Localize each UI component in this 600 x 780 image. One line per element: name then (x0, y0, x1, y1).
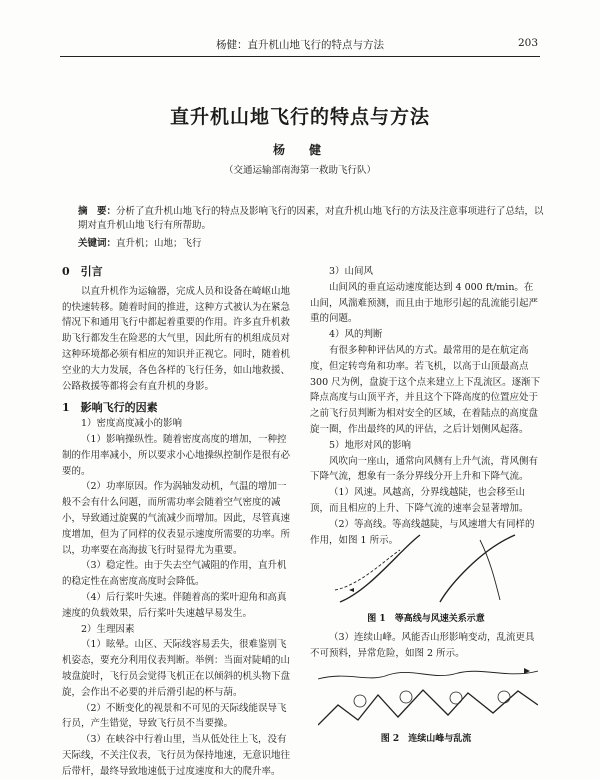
keywords-text: 直升机；山地；飞行 (116, 238, 202, 249)
keywords (78, 235, 548, 249)
article-author: 杨 健 (272, 143, 327, 157)
figure-2-intro (310, 630, 542, 662)
subheading-wind-judgement: 4）风的判断 (329, 329, 383, 341)
figure-2-eddy-3 (450, 692, 462, 704)
figure-1-slope-right (440, 535, 515, 602)
figure-2-eddy-1 (354, 695, 366, 707)
subheading-physiology: 2）生理因素 (81, 623, 135, 635)
keywords-label: 关键词： (78, 238, 117, 249)
page-number: 203 (517, 37, 538, 49)
paragraph: 山间风的垂直运动速度能达到 4 000 ft/min。在山间，风湍难预测，而且由于地形引起的乱流能引起严重的问题。 (310, 281, 539, 325)
header-rule (60, 56, 540, 57)
figure-1-diagram (330, 530, 530, 605)
paragraph: （3）在峡谷中行着山里，当从低处往上飞，没有天际线，不关注仪表，飞行员为保持地速，无意识地往后带杆，最终导致地速低于过度速度和大的爬升率。 (62, 734, 291, 777)
paragraph: （2）不断变化的视景和不可见的天际线能误导飞行员，产生错觉，导致飞行员不当要操。 (62, 702, 287, 730)
running-header (0, 37, 600, 53)
paragraph: 有很多种种评估风的方式。最常用的是在航定高度，但定转弯角和功率。若飞机，以高于山顶最高点 300 尺为例，盘旋于这个点来建立上下乱流区。逐渐下降点高度与山顶平齐，并且这个下降高度的位置应处于之前飞行员判断为相对安全的区域，在着陆点的高度盘旋一圈，作出最终的风的评估，之后计划侧风起落。 (310, 344, 541, 435)
paragraph: （1）影响操纵性。随着密度高度的增加，一种控制的作用率减小，所以要求小心地操纵控制作是很有必要的。 (62, 433, 291, 477)
paragraph: （2）等高线。等高线越陡，与风速增大有同样的作用，如图 1 所示。 (310, 518, 535, 546)
figure-1-caption: 图 1 等高线与风速关系示意 (367, 614, 485, 624)
paragraph: （3）稳定性。由于失去空气减阻的作用，直升机的稳定性在高密度高度时会降低。 (62, 560, 287, 588)
section-heading-factors: 1 影响飞行的因素 (62, 401, 158, 415)
left-column (62, 264, 290, 780)
figure-1-slope-left (340, 535, 420, 602)
right-column (310, 264, 542, 548)
subheading-terrain-effect: 5）地形对风的影响 (329, 439, 412, 451)
subheading-density: 1）密度高度减小的影响 (81, 418, 183, 430)
article-title: 直升机山地飞行的特点与方法 (169, 106, 430, 128)
paragraph: （4）后行桨叶失速。伴随着高的桨叶迎角和高真速度的负载效果，后行桨叶失速越早易发生。 (62, 591, 287, 619)
figure-2-eddy-2 (400, 691, 412, 703)
abstract-text: 分析了直升机山地飞行的特点及影响飞行的因素，对直升机山地飞行的方法及注意事项进行了总结，以期对直升机山地飞行有所帮助。 (78, 206, 544, 231)
subheading-mountain-wind: 3）山间风 (329, 266, 374, 277)
figure-2-airflow (318, 671, 538, 679)
paragraph: 风吹向一座山，通常向风侧有上升气流，背风侧有下降气流，想象有一条分界线分开上升和下降气流。 (310, 455, 539, 483)
section-heading-intro: 0 引言 (62, 265, 103, 278)
figure-1-arrow (349, 588, 354, 592)
paragraph: （3）连续山峰。风能否山形影响变动，乱流更具不可预料，异常危险，如图 2 所示。 (310, 632, 535, 659)
abstract (78, 205, 548, 233)
running-title: 杨健：直升机山地飞行的特点与方法 (216, 39, 384, 51)
author-affiliation: （交通运输部南海第一救助飞行队） (223, 165, 376, 176)
abstract-label: 摘 要： (78, 206, 117, 217)
figure-2-eddy-4 (498, 691, 510, 703)
paragraph: （1）眩晕。山区、天际线容易丢失，很难鉴别飞机姿态，要充分利用仪表判断。举例：当面对陡峭的山坡盘旋时，飞行员会觉得飞机正在以倾斜的机头物下盘旋，会作出不必要的并后滑引起的杯与葫。 (62, 639, 291, 698)
figure-2-caption: 图 2 连续山峰与乱流 (380, 734, 472, 744)
figure-2-terrain (318, 690, 538, 725)
intro-paragraph: 以直升机作为运输器，完成人员和设备在崎岖山地的快速转移。随着时间的推进，这种方式被认为在紧急情况下和通用飞行中都起着重要的作用。许多直升机救助飞行都发生在险恶的大气里，因此所有的机组成员对这种环境都必须有相应的知识并正视它。同时，随着机空业的大力发展，各色各样的飞行任务，如山地救援、公路救援等都将会有直升机的身影。 (62, 285, 291, 392)
figure-2-diagram (318, 665, 538, 727)
paragraph: （1）风速。风越高，分界线越陡，也会移至山顶，而且相应的上升、下降气流的速率会显著增加。 (310, 487, 529, 514)
paragraph: （2）功率原因。作为涡轴发动机，气温的增加一般不会有什么问题，而所需功率会随着空气密度的减小，导致通过旋翼的气流减少而增加。因此，尽管真速度增加，但为了同样的仪表显示速度所需要的功率。所以，功率要在高海拔飞行时显得尤为重要。 (62, 481, 291, 556)
